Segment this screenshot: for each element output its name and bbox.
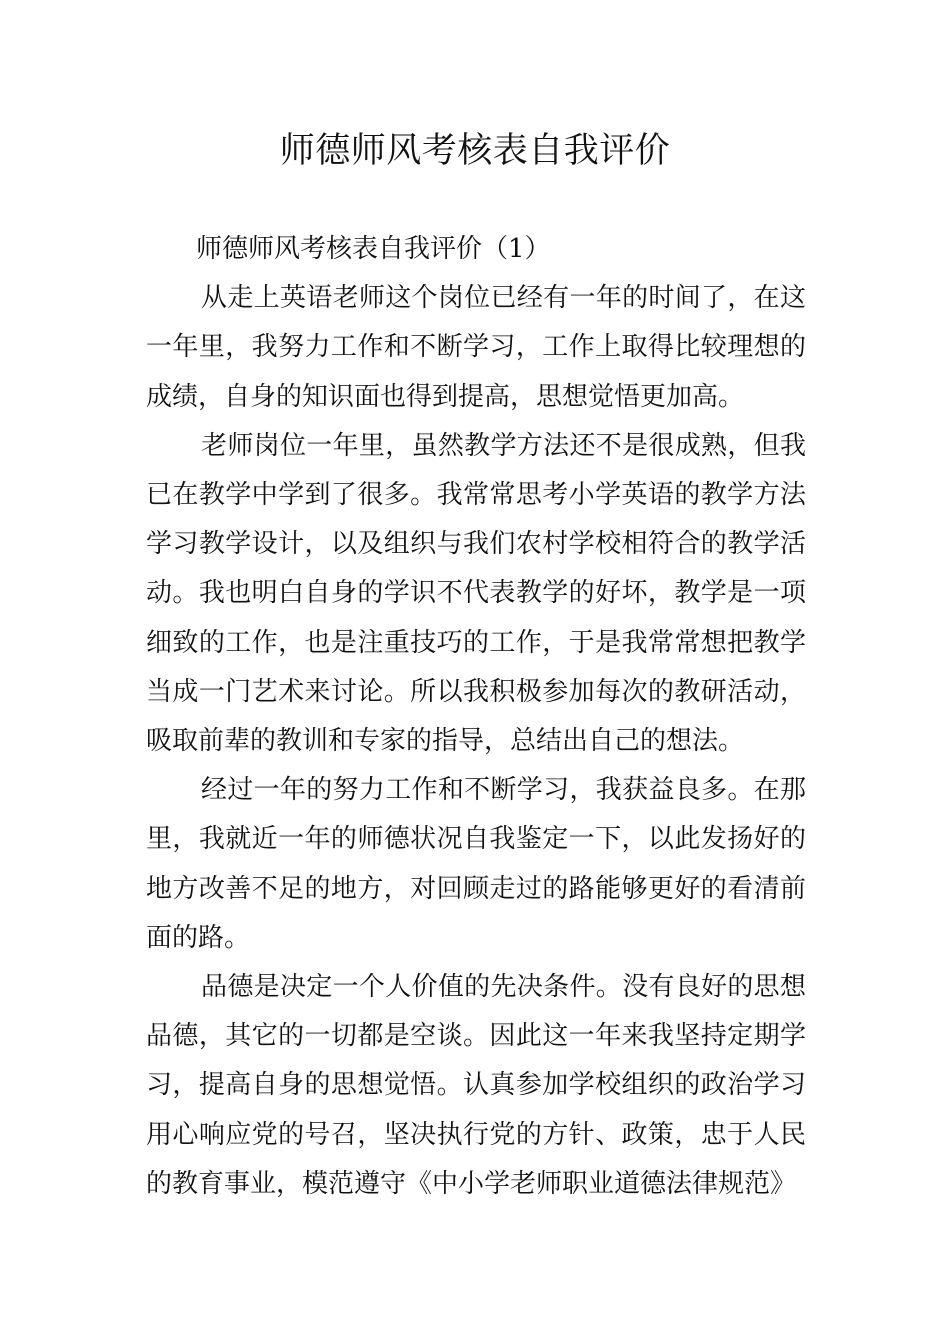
document-title: 师德师风考核表自我评价: [279, 131, 671, 171]
section-heading: 师德师风考核表自我评价（1）: [196, 234, 551, 264]
paragraph-3: 经过一年的努力工作和不断学习，我获益良多。在那里，我就近一年的师德状况自我鉴定一下，以此发扬好的地方改善不足的地方，对回顾走过的路能够更好的看清前面的路。: [146, 775, 806, 953]
paragraph-2: 老师岗位一年里，虽然教学方法还不是很成熟，但我已在教学中学到了很多。我常常思考小学英语的教学方法学习教学设计，以及组织与我们农村学校相符合的教学活动。我也明白自身的学识不代表教学的好坏，教学是一项细致的工作，也是注重技巧的工作，于是我常常想把教学当成一门艺术来讨论。所以我积极参加每次的教研活动，吸取前辈的教训和专家的指导，总结出自己的想法。: [146, 430, 806, 757]
paragraph-4: 品德是决定一个人价值的先决条件。没有良好的思想品德，其它的一切都是空谈。因此这一年来我坚持定期学习，提高自身的思想觉悟。认真参加学校组织的政治学习用心响应党的号召，坚决执行党的方针、政策，忠于人民的教育事业，模范遵守《中小学老师职业道德法律规范》: [146, 972, 806, 1199]
document-body: [146, 225, 806, 1209]
paragraph-1: 从走上英语老师这个岗位已经有一年的时间了，在这一年里，我努力工作和不断学习，工作上取得比较理想的成绩，自身的知识面也得到提高，思想觉悟更加高。: [146, 283, 806, 412]
